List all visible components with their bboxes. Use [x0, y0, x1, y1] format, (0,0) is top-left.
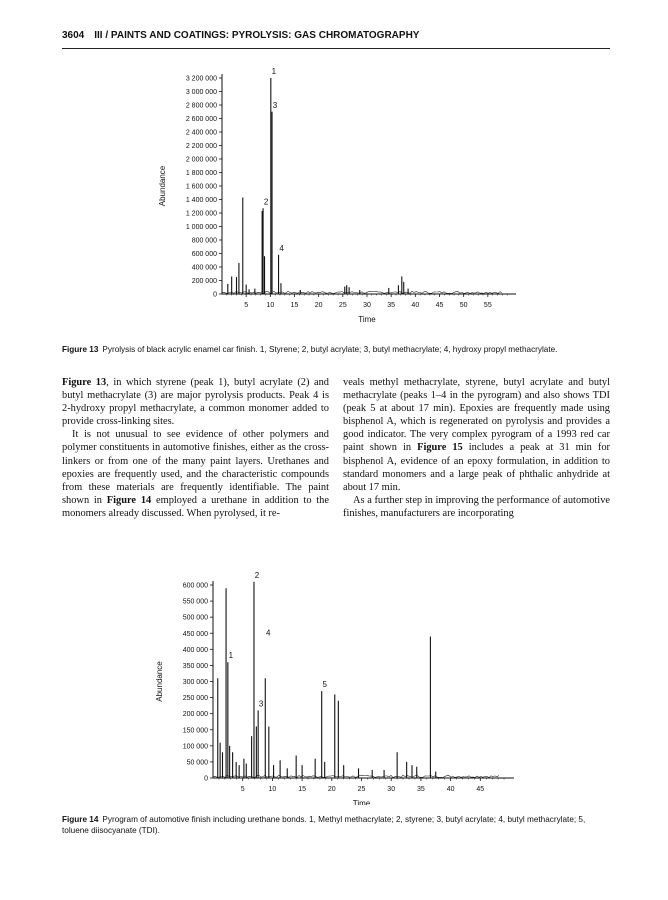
y-tick-label: 2 000 000	[185, 156, 217, 164]
x-tick-label: 5	[244, 302, 249, 309]
figure-14-chart	[0, 555, 668, 805]
x-tick-label: 20	[314, 302, 323, 309]
y-tick-label: 2 600 000	[185, 116, 217, 123]
body-paragraph: Figure 13, in which styrene (peak 1), butyl acrylate (2) and butyl methacrylate (3) are major pyrolysis products. Peak 4 is 2-hydroxy propyl methacrylate, a common monomer added to provide cross-linking sites.	[62, 377, 330, 428]
x-tick-label: 55	[483, 302, 492, 309]
x-tick-label: 25	[338, 302, 347, 309]
x-tick-label: 15	[298, 786, 306, 793]
figure-reference: Figure 14	[106, 494, 152, 506]
y-tick-label: 2 200 000	[185, 143, 217, 150]
x-tick-label: 30	[363, 302, 371, 309]
peak-label: 4	[279, 243, 284, 253]
y-tick-label: 100 000	[182, 743, 208, 751]
x-tick-label: 30	[387, 786, 396, 793]
y-tick-label: 1 400 000	[185, 197, 217, 204]
x-tick-label: 10	[268, 786, 277, 793]
figure-14-label: Figure 14	[62, 815, 99, 824]
y-tick-label: 150 000	[182, 727, 208, 735]
y-tick-label: 2 400 000	[185, 129, 217, 137]
x-axis-title: Time	[352, 799, 371, 805]
y-tick-label: 200 000	[191, 278, 217, 285]
body-column-right	[343, 376, 610, 520]
figure-reference: Figure 13	[62, 377, 107, 388]
x-tick-label: 35	[387, 302, 396, 309]
y-tick-label: 3 200 000	[185, 75, 217, 83]
y-tick-label: 1 000 000	[185, 224, 217, 231]
x-tick-label: 35	[417, 786, 425, 793]
x-tick-label: 45	[476, 786, 485, 793]
peak-label: 5	[322, 680, 327, 690]
body-paragraph: veals methyl methacrylate, styrene, butyl acrylate and butyl methacrylate (peaks 1–4 in the pyrogram) and also shows TDI (peak 5 at about 17 min). Epoxies are frequently made using bisphenol A, which is regenerated on pyrolysis and provides a good indicator. The very complex pyrogram of a 1993 red car paint shown in Figure 15 includes a peak at 31 min for bisphenol A, evidence of an epoxy formulation, in addition to standard monomers and a large peak of phthalic anhydride at about 17 min.	[343, 377, 610, 493]
y-tick-label: 800 000	[191, 237, 217, 245]
x-tick-label: 40	[411, 302, 420, 309]
x-axis-title: Time	[358, 315, 376, 324]
peak-label: 4	[266, 628, 271, 638]
y-tick-label: 0	[204, 775, 208, 783]
peak-label: 1	[271, 67, 277, 76]
y-tick-label: 1 600 000	[185, 183, 217, 191]
y-tick-label: 550 000	[182, 598, 208, 606]
body-paragraph: It is not unusual to see evidence of other polymers and polymer constituents in automotive finishes, either as the cross-linkers or from one of the many paint layers. Urethanes and epoxies are frequently used, and the characteristic compounds from these materials are frequently identifiable. The paint shown in Figure 14 employed a urethane in addition to the monomers already discussed. When pyrolysed, it re-	[62, 429, 329, 519]
x-tick-label: 5	[240, 786, 245, 793]
y-tick-label: 250 000	[182, 695, 208, 703]
page-number: 3604	[62, 30, 85, 41]
running-title: III / PAINTS AND COATINGS: PYROLYSIS: GAS CHROMATOGRAPHY	[94, 30, 420, 41]
body-paragraph: As a further step in improving the performance of automotive finishes, manufacturers are incorporating	[343, 494, 610, 519]
figure-14-caption	[62, 815, 614, 836]
y-tick-label: 3 000 000	[185, 89, 217, 96]
figure-14-caption-text: Pyrogram of automotive finish including urethane bonds. 1, Methyl methacrylate; 2, styrene; 3, butyl acrylate; 4, butyl methacrylate; 5, toluene diisocyanate (TDI).	[62, 815, 586, 835]
y-tick-label: 1 800 000	[185, 170, 217, 177]
y-tick-label: 400 000	[191, 264, 217, 272]
x-tick-label: 25	[357, 786, 366, 793]
y-tick-label: 1 200 000	[185, 210, 217, 218]
figure-13-chart	[0, 0, 668, 325]
figure-reference: Figure 15	[417, 442, 463, 454]
peak-label: 2	[263, 197, 269, 207]
figure-13-caption	[62, 345, 614, 356]
peak-label: 3	[258, 699, 264, 709]
x-tick-label: 15	[290, 302, 299, 309]
y-tick-label: 500 000	[182, 614, 208, 622]
y-tick-label: 400 000	[182, 646, 208, 654]
y-tick-label: 300 000	[182, 679, 208, 686]
y-axis-title: Abundance	[158, 165, 167, 207]
y-tick-label: 600 000	[191, 251, 217, 258]
y-tick-label: 2 800 000	[185, 102, 217, 110]
y-tick-label: 600 000	[182, 582, 208, 590]
x-tick-label: 45	[435, 302, 444, 309]
figure-13-label: Figure 13	[62, 345, 99, 354]
y-tick-label: 200 000	[182, 711, 208, 719]
y-axis-title: Abundance	[155, 661, 164, 702]
x-tick-label: 20	[327, 786, 336, 793]
y-tick-label: 0	[213, 291, 217, 299]
x-tick-label: 10	[266, 302, 275, 309]
peak-label: 1	[228, 651, 234, 661]
peak-label: 2	[254, 570, 260, 580]
figure-13-caption-text: Pyrolysis of black acrylic enamel car finish. 1, Styrene; 2, butyl acrylate; 3, butyl methacrylate; 4, hydroxy propyl methacrylate.	[102, 345, 558, 354]
x-tick-label: 50	[459, 302, 468, 309]
y-tick-label: 450 000	[182, 630, 208, 638]
x-tick-label: 40	[446, 786, 455, 793]
body-column-left	[62, 376, 329, 520]
y-tick-label: 350 000	[182, 662, 208, 670]
peak-label: 3	[272, 100, 278, 110]
y-tick-label: 50 000	[186, 759, 208, 767]
